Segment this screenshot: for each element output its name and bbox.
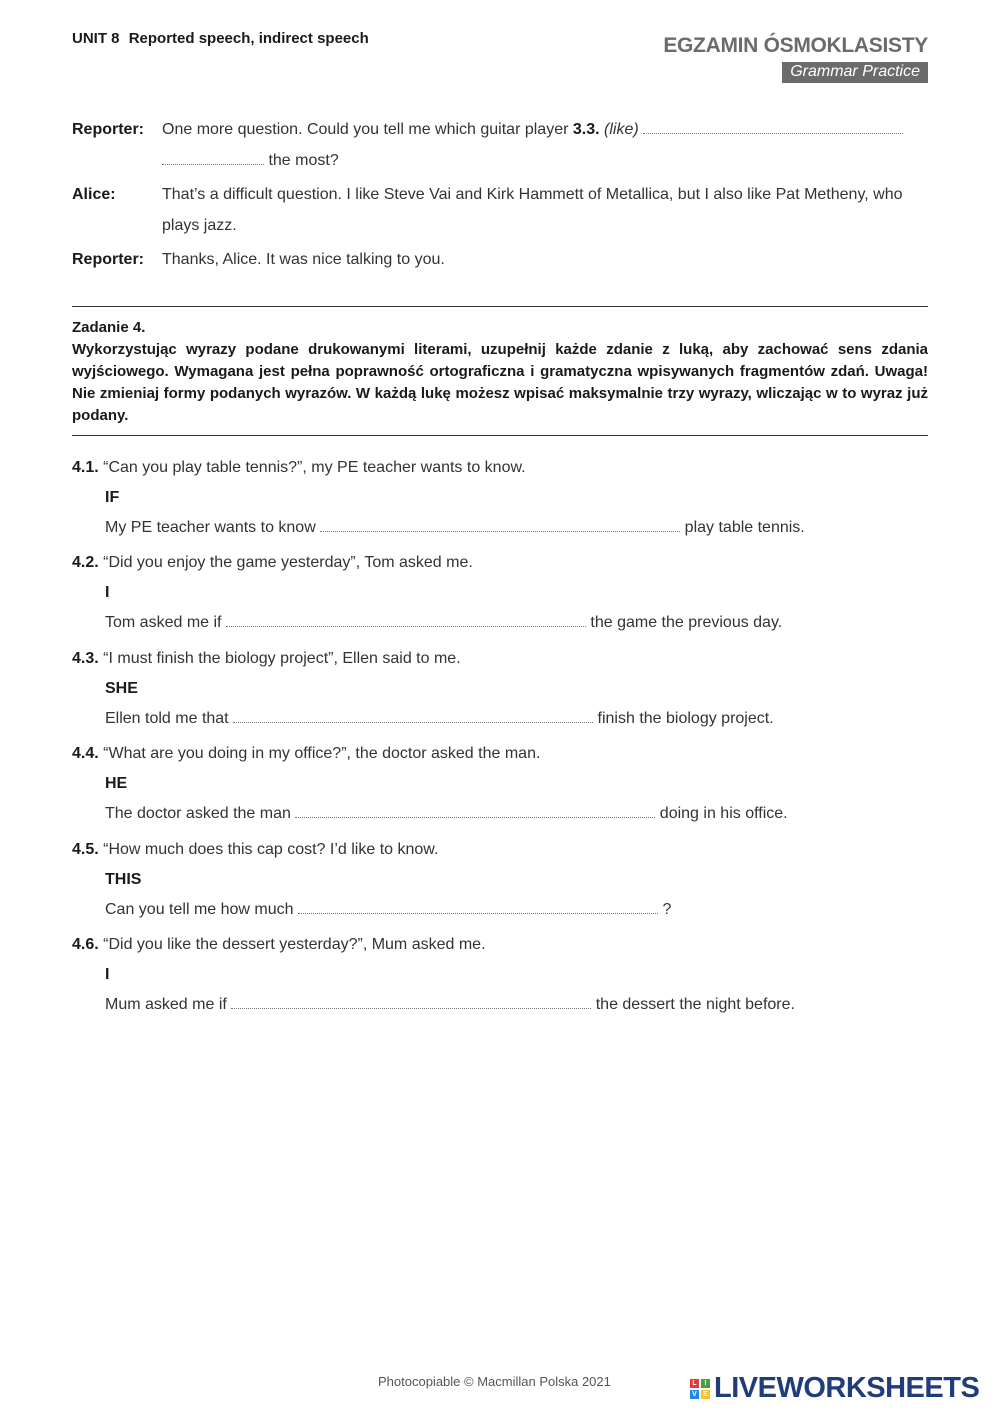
- logo-letter-i: I: [701, 1379, 710, 1388]
- item-original-sentence: “Can you play table tennis?”, my PE teacher wants to know.: [103, 459, 526, 476]
- item-original-sentence: “Did you like the dessert yesterday?”, Mum asked me.: [103, 935, 486, 953]
- sentence-end: ?: [662, 900, 672, 918]
- item-number: 4.3.: [72, 649, 99, 667]
- dialogue: [72, 114, 928, 278]
- answer-gap-4-1[interactable]: [320, 516, 680, 532]
- item-prompt: [72, 456, 928, 480]
- answer-gap-4-3[interactable]: [233, 707, 593, 723]
- task-instructions: [72, 306, 928, 436]
- dialogue-line: [72, 114, 928, 176]
- exercise-item: [72, 742, 928, 837]
- key-word: HE: [105, 775, 128, 793]
- item-number: 4.5.: [72, 840, 99, 858]
- instruction-main: Wykorzystując wyrazy podane drukowanymi literami, uzupełnij każde zdanie z luką, aby zachować sens zdania wyjściowego. Wymagana jest pełna poprawność ortograficzna i gramatyczna wpisywanych fragmentów zdań.: [72, 341, 928, 380]
- sentence-end: the game the previous day.: [590, 614, 783, 632]
- answer-gap-4-2[interactable]: [226, 611, 586, 627]
- dialogue-line: [72, 244, 928, 275]
- speaker-label: Reporter:: [72, 251, 145, 268]
- sentence-start: Mum asked me if: [105, 995, 227, 1013]
- logo-text: LIVEWORKSHEETS: [714, 1372, 980, 1404]
- word-hint: (like): [604, 121, 639, 138]
- item-original-sentence: “What are you doing in my office?”, the doctor asked the man.: [103, 745, 541, 763]
- item-prompt: [72, 742, 928, 766]
- sentence-start: Ellen told me that: [105, 709, 229, 727]
- item-prompt: [72, 551, 928, 575]
- item-target-sentence: [105, 898, 928, 922]
- item-prompt: [72, 838, 928, 862]
- speech-text: Thanks, Alice. It was nice talking to you.: [162, 251, 445, 268]
- logo-letter-e: E: [701, 1390, 710, 1399]
- sentence-start: Tom asked me if: [105, 614, 222, 632]
- key-word: THIS: [105, 870, 142, 888]
- item-target-sentence: [105, 611, 928, 635]
- speaker-label: Reporter:: [72, 121, 145, 138]
- key-word: SHE: [105, 679, 138, 697]
- item-prompt: [72, 933, 928, 957]
- copyright-notice: Photocopiable © Macmillan Polska 2021: [378, 1374, 611, 1389]
- speaker-label: Alice:: [72, 186, 116, 203]
- answer-gap-4-6[interactable]: [231, 993, 591, 1009]
- liveworksheets-logo: [690, 1372, 979, 1405]
- sentence-end: finish the biology project.: [597, 709, 774, 727]
- logo-grid-icon: [690, 1379, 710, 1399]
- exercise-item: [72, 456, 928, 551]
- sentence-end: doing in his office.: [659, 805, 788, 823]
- brand-block: [663, 34, 928, 83]
- answer-gap-3-3b[interactable]: [162, 149, 264, 165]
- unit-label: UNIT 8: [72, 30, 120, 47]
- sentence-start: Can you tell me how much: [105, 900, 294, 918]
- key-word: I: [105, 965, 110, 983]
- speech-text: That’s a difficult question. I like Steve Vai and Kirk Hammett of Metallica, but I also like Pat Metheny, who plays jazz.: [162, 186, 903, 234]
- item-number: 4.1.: [72, 459, 99, 476]
- answer-gap-4-5[interactable]: [298, 898, 658, 914]
- item-prompt: [72, 647, 928, 671]
- logo-letter-v: V: [690, 1390, 699, 1399]
- exercise-item: [72, 647, 928, 742]
- item-number: 4.2.: [72, 554, 99, 572]
- key-word: I: [105, 584, 110, 602]
- task-title: Zadanie 4.: [72, 319, 146, 336]
- exercise-item: [72, 933, 928, 1028]
- key-word: IF: [105, 489, 120, 506]
- exercise-item: [72, 838, 928, 933]
- item-original-sentence: “Did you enjoy the game yesterday”, Tom asked me.: [103, 554, 473, 572]
- answer-gap-4-4[interactable]: [295, 802, 655, 818]
- exercise-items: [72, 456, 928, 1028]
- note-label: Uwaga!: [874, 363, 928, 380]
- sentence-end: play table tennis.: [684, 519, 805, 536]
- item-target-sentence: [105, 516, 928, 540]
- sentence-end: the dessert the night before.: [595, 995, 795, 1013]
- sentence-start: My PE teacher wants to know: [105, 519, 316, 536]
- item-target-sentence: [105, 802, 928, 826]
- item-original-sentence: “I must finish the biology project”, Ellen said to me.: [103, 649, 461, 667]
- exercise-item: [72, 551, 928, 646]
- note-text: Nie zmieniaj formy podanych wyrazów. W każdą lukę możesz wpisać maksymalnie trzy wyrazy, wliczając w to wyraz już podany.: [72, 385, 928, 424]
- speech-text: [162, 114, 928, 176]
- item-number: 4.6.: [72, 935, 99, 953]
- speech-post: the most?: [268, 152, 339, 169]
- dialogue-line: [72, 179, 928, 241]
- unit-header: [72, 30, 369, 47]
- item-target-sentence: [105, 707, 928, 731]
- task-instruction: [72, 339, 928, 427]
- answer-gap-3-3a[interactable]: [643, 118, 903, 134]
- item-original-sentence: “How much does this cap cost? I’d like to know.: [103, 840, 439, 858]
- sentence-start: The doctor asked the man: [105, 805, 291, 823]
- brand-subtitle: Grammar Practice: [782, 62, 928, 83]
- brand-title: EGZAMIN ÓSMOKLASISTY: [663, 34, 928, 57]
- speech-pre: One more question. Could you tell me which guitar player: [162, 121, 569, 138]
- item-number: 4.4.: [72, 745, 99, 763]
- item-target-sentence: [105, 993, 928, 1017]
- unit-topic: Reported speech, indirect speech: [128, 30, 369, 47]
- logo-letter-l: L: [690, 1379, 699, 1388]
- question-number: 3.3.: [572, 121, 600, 138]
